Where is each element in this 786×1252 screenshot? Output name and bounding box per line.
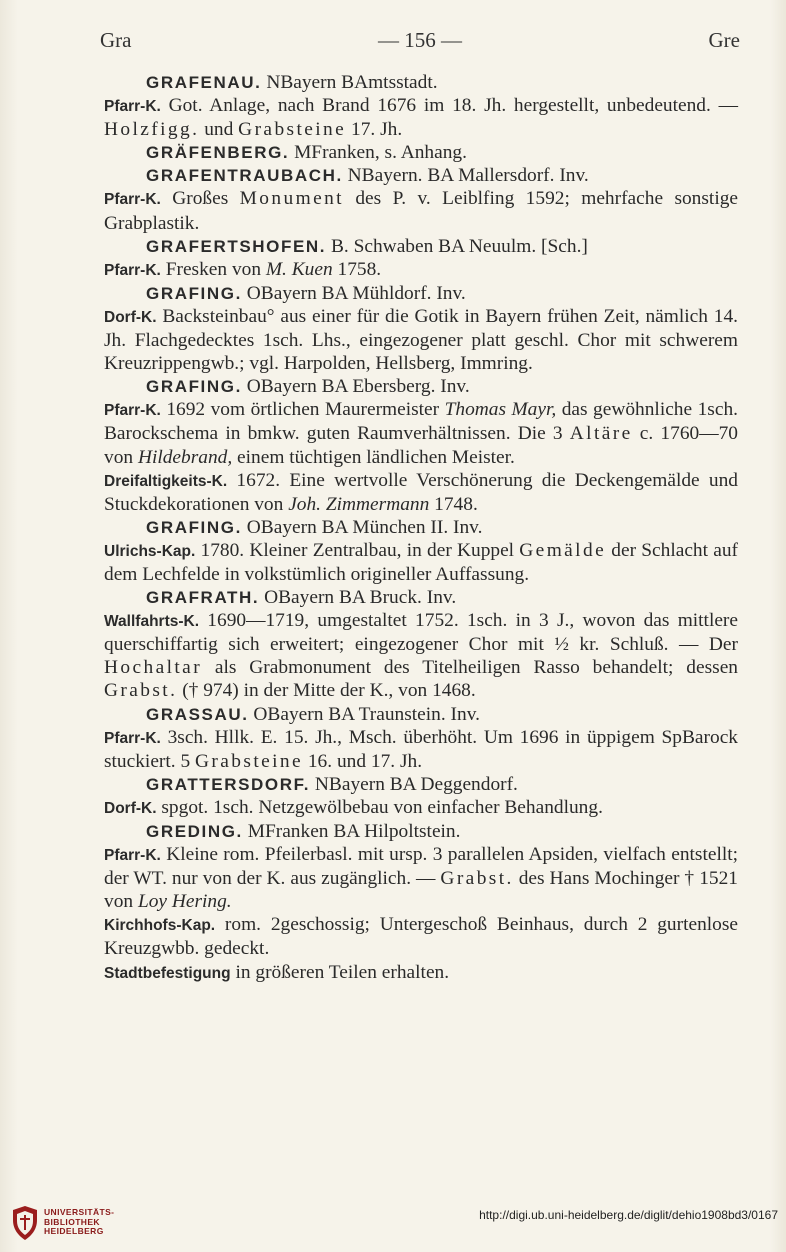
entry-paragraph	[104, 961, 738, 985]
entry-text: 1748.	[429, 493, 478, 515]
spaced-emphasis: Grabst.	[104, 680, 178, 702]
spaced-emphasis: Grabsteine	[195, 750, 304, 772]
entry-paragraph	[104, 609, 738, 702]
place-name: GRAFENAU.	[146, 73, 262, 92]
logo-line-1: UNIVERSITÄTS-	[44, 1207, 115, 1217]
place-heading	[104, 703, 738, 726]
logo-line-2: BIBLIOTHEK	[44, 1216, 100, 1227]
place-location: NBayern BAmtsstadt.	[261, 72, 438, 93]
running-head	[100, 28, 740, 58]
entry-text: rom. 2geschossig; Untergeschoß Beinhaus, durch 2 gurtenlose Kreuzgwbb. gedeckt.	[104, 914, 738, 960]
entry-text: Fresken von	[160, 258, 266, 280]
place-heading	[104, 516, 738, 539]
place-location: NBayern. BA Mallersdorf. Inv.	[342, 165, 589, 187]
place-location: MFranken, s. Anhang.	[289, 142, 467, 164]
entry-paragraph	[104, 913, 738, 960]
spaced-emphasis: Holzfigg.	[104, 119, 200, 141]
place-name: GRÄFENBERG.	[146, 143, 290, 163]
place-heading	[104, 820, 738, 843]
building-label: Pfarr-K.	[104, 191, 161, 209]
artist-name: Loy Hering.	[137, 891, 232, 913]
place-name: GRATTERSDORF.	[146, 774, 311, 794]
place-heading	[104, 282, 738, 305]
place-location: OBayern BA Ebersberg. Inv.	[241, 376, 470, 398]
source-url-link[interactable]: http://digi.ub.uni-heidelberg.de/diglit/dehio1908bd3/0167	[479, 1208, 778, 1222]
place-name: GRAFING.	[146, 377, 242, 397]
place-heading	[104, 586, 738, 609]
place-location: OBayern BA Mühldorf. Inv.	[241, 282, 466, 304]
spaced-emphasis: Gemälde	[519, 539, 607, 561]
footer	[0, 1196, 786, 1252]
artist-name: Hildebrand,	[137, 446, 233, 468]
logo-line-3: HEIDELBERG	[44, 1226, 104, 1236]
entry-text: Großes	[160, 188, 240, 210]
entry-text: 17. Jh.	[346, 119, 403, 141]
building-label: Dorf-K.	[104, 799, 157, 817]
running-head-left: Gra	[100, 28, 132, 52]
place-heading	[104, 141, 738, 164]
entry-paragraph	[104, 258, 738, 282]
artist-name: Thomas Mayr,	[444, 399, 557, 421]
entry-paragraph	[104, 398, 738, 468]
spaced-emphasis: Monument	[239, 188, 344, 210]
place-location: OBayern BA München II. Inv.	[241, 516, 483, 538]
entry-text: 16. und 17. Jh.	[303, 750, 423, 772]
spaced-emphasis: Hochaltar	[104, 657, 203, 679]
place-location: OBayern BA Bruck. Inv.	[259, 587, 457, 609]
entry-paragraph	[104, 305, 738, 375]
entry-text: des Hans Mochinger † 1521 von	[104, 868, 739, 913]
entry-text: in größeren Teilen erhalten.	[230, 961, 450, 983]
artist-name: Joh. Zimmermann	[288, 493, 430, 515]
building-label: Ulrichs-Kap.	[104, 542, 196, 560]
place-heading	[104, 71, 738, 94]
page-number: — 156 —	[378, 28, 462, 52]
entry-text: 1690—1719, umgestaltet 1752. 1sch. in 3 J., wovon das mittlere querschiffartig sich erweitert; eingezogener Chor mit ½ kr. Schluß. — Der	[104, 610, 738, 656]
entry-text: das gewöhnliche 1sch. Barockschema in bmkw. guten Raumverhältnissen. Die 3	[104, 399, 738, 445]
entry-paragraph	[104, 469, 738, 516]
place-location: OBayern BA Traunstein. Inv.	[248, 703, 480, 725]
entry-paragraph	[104, 94, 738, 141]
entry-text: († 974) in der Mitte der K., von 1468.	[177, 680, 476, 702]
place-name: GRAFING.	[146, 283, 242, 303]
entry-text: und	[199, 119, 239, 141]
place-heading	[104, 375, 738, 398]
entry-text: des P. v. Leiblfing 1592; mehrfache sonstige Grabplastik.	[104, 188, 739, 234]
entry-text: Got. Anlage, nach Brand 1676 im 18. Jh. hergestellt, unbedeutend. —	[160, 95, 738, 117]
place-name: GREDING.	[146, 822, 243, 841]
running-head-right: Gre	[708, 28, 740, 52]
entry-paragraph	[104, 726, 738, 773]
place-name: GRAFRATH.	[146, 588, 260, 608]
entry-text: 1780. Kleiner Zentralbau, in der Kuppel	[195, 539, 520, 561]
building-label: Dorf-K.	[104, 308, 157, 326]
entry-text: spgot. 1sch. Netzgewölbebau von einfacher Behandlung.	[156, 796, 603, 818]
entry-paragraph	[104, 843, 738, 913]
entry-text: 1758.	[332, 258, 382, 280]
place-name: GRAFENTRAUBACH.	[146, 166, 343, 186]
place-location: MFranken BA Hilpoltstein.	[242, 821, 461, 842]
place-name: GRAFERTSHOFEN.	[146, 236, 327, 256]
building-label: Pfarr-K.	[104, 847, 161, 865]
place-location: B. Schwaben BA Neuulm. [Sch.]	[326, 235, 588, 257]
place-heading	[104, 164, 738, 187]
entry-text: c. 1760—70 von	[104, 423, 738, 468]
place-heading	[104, 773, 738, 796]
entry-paragraph	[104, 539, 738, 586]
building-label: Pfarr-K.	[104, 729, 161, 747]
entry-text: Backsteinbau° aus einer für die Gotik in Bayern frühen Zeit, nämlich 14. Jh. Flachgedecktes 1sch. Lhs., eingezogener platt geschl. Chor mit schwerem Kreuzrippengwb.; vgl. Harpolden, Hellsberg, Immring.	[104, 305, 738, 375]
spaced-emphasis: Grabsteine	[238, 119, 347, 141]
building-label: Pfarr-K.	[104, 98, 161, 116]
place-name: GRAFING.	[146, 517, 242, 537]
university-logo-text	[44, 1208, 114, 1237]
page-body	[104, 71, 738, 985]
building-label: Kirchhofs-Kap.	[104, 917, 216, 935]
university-logo-icon	[10, 1206, 40, 1240]
entry-text: als Grabmonument des Titelheiligen Rasso behandelt; dessen	[202, 657, 738, 679]
entry-text: der Schlacht auf dem Lechfelde in volkstümlich origineller Auffassung.	[104, 539, 738, 585]
building-label: Pfarr-K.	[104, 402, 161, 420]
entry-text: 3sch. Hllk. E. 15. Jh., Msch. überhöht. Um 1696 in üppigem SpBarock stuckiert. 5	[104, 726, 738, 772]
building-label: Dreifaltigkeits-K.	[104, 472, 228, 490]
entry-text: 1692 vom örtlichen Maurermeister	[160, 399, 445, 421]
spaced-emphasis: Grabst.	[440, 868, 514, 890]
entry-text: 1672. Eine wertvolle Verschönerung die Deckengemälde und Stuckdekorationen von	[104, 469, 738, 515]
place-name: GRASSAU.	[146, 704, 249, 724]
place-heading	[104, 235, 738, 258]
artist-name: M. Kuen	[265, 258, 333, 280]
building-label: Wallfahrts-K.	[104, 613, 200, 631]
building-label: Pfarr-K.	[104, 261, 161, 279]
entry-paragraph	[104, 796, 738, 820]
building-label: Stadtbefestigung	[104, 964, 231, 982]
entry-text: einem tüchtigen ländlichen Meister.	[232, 446, 515, 468]
spaced-emphasis: Altäre	[569, 423, 633, 445]
entry-paragraph	[104, 187, 738, 234]
entry-text: Kleine rom. Pfeilerbasl. mit ursp. 3 parallelen Apsiden, vielfach entstellt; der WT. nur von der K. aus zugänglich. —	[104, 844, 738, 890]
place-location: NBayern BA Deggendorf.	[310, 773, 518, 795]
